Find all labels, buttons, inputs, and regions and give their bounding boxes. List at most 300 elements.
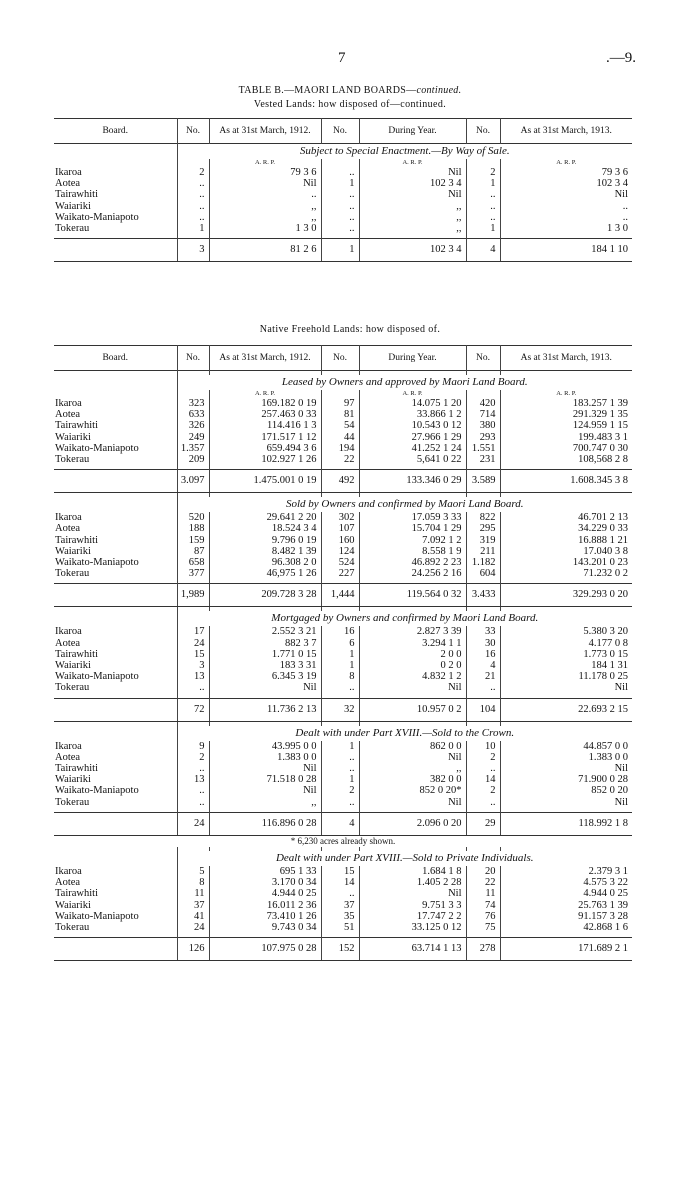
total-cell: 1.608.345 3 8 <box>500 470 632 493</box>
table-cell: 159 <box>177 535 209 546</box>
board-name <box>54 911 177 922</box>
unit-label <box>321 390 359 398</box>
vested-subtitle: Vested Lands: how disposed of—continued. <box>253 99 447 110</box>
table-cell: 16 <box>321 626 359 637</box>
column-header: During Year. <box>359 119 466 144</box>
table-cell: Nil <box>359 682 466 693</box>
table-cell: Nil <box>359 189 466 200</box>
total-row <box>54 698 632 721</box>
table-row <box>54 741 632 752</box>
table-cell: .. <box>500 201 632 212</box>
table-cell: Nil <box>500 763 632 774</box>
board-name-text: Waikato-Maniapoto <box>55 671 139 683</box>
table-cell: ,, <box>209 212 321 223</box>
table-cell: 1 <box>321 741 359 752</box>
board-name-text: Aotea <box>55 409 81 421</box>
table-cell: 1 <box>321 660 359 671</box>
table-cell: Nil <box>359 167 466 178</box>
board-name-text: Tairawhiti <box>55 534 98 546</box>
table-cell: 291.329 1 35 <box>500 409 632 420</box>
unit-label: A. R. P. <box>359 159 466 167</box>
table-row <box>54 785 632 796</box>
board-name-text: Tairawhiti <box>55 189 98 201</box>
table-cell: 11 <box>466 888 500 899</box>
board-name <box>54 398 177 409</box>
column-header: Board. <box>102 126 129 136</box>
table-row <box>54 512 632 523</box>
table-cell: 73.410 1 26 <box>209 911 321 922</box>
table-row <box>54 420 632 431</box>
board-name-text: Waikato-Maniapoto <box>55 442 139 454</box>
column-header-row <box>54 119 632 144</box>
table-cell: .. <box>177 189 209 200</box>
table-cell: 46.701 2 13 <box>500 512 632 523</box>
total-cell: 329.293 0 20 <box>500 584 632 607</box>
table-row <box>54 763 632 774</box>
column-header: No. <box>321 346 359 371</box>
board-name <box>54 649 177 660</box>
table-cell: Nil <box>500 189 632 200</box>
table-cell: .. <box>466 212 500 223</box>
board-name <box>54 189 177 200</box>
table-row <box>54 752 632 763</box>
table-cell: 194 <box>321 443 359 454</box>
board-name-text: Aotea <box>55 178 81 190</box>
table-cell: .. <box>321 189 359 200</box>
section-spacer <box>54 375 177 390</box>
table-cell: .. <box>321 752 359 763</box>
total-cell <box>54 812 177 835</box>
total-cell: 32 <box>321 698 359 721</box>
page-number: 7 <box>338 50 346 66</box>
section-title: Mortgaged by Owners and confirmed by Maori Land Board. <box>177 611 632 626</box>
table-cell: 8 <box>321 671 359 682</box>
total-cell: 4 <box>321 812 359 835</box>
table-cell: 1 <box>321 774 359 785</box>
board-name <box>54 797 177 808</box>
board-name <box>54 420 177 431</box>
table-cell: 658 <box>177 557 209 568</box>
section-title: Dealt with under Part XVIII.—Sold to the Crown. <box>177 726 632 741</box>
total-row <box>54 938 632 961</box>
table-cell: 143.201 0 23 <box>500 557 632 568</box>
table-cell: 3.170 0 34 <box>209 877 321 888</box>
table-cell: 24 <box>177 922 209 933</box>
table-cell: 1 3 0 <box>500 223 632 234</box>
table-cell: 1 <box>321 178 359 189</box>
board-name-text: Tairawhiti <box>55 420 98 432</box>
table-cell: 18.524 3 4 <box>209 523 321 534</box>
table-cell: .. <box>177 763 209 774</box>
section-heading-row <box>54 611 632 626</box>
total-cell: 104 <box>466 698 500 721</box>
table-row <box>54 546 632 557</box>
table-cell: 1 <box>177 223 209 234</box>
table-cell: .. <box>466 763 500 774</box>
table-cell: 326 <box>177 420 209 431</box>
table-cell: 108,568 2 8 <box>500 454 632 465</box>
table-cell: 9.743 0 34 <box>209 922 321 933</box>
table-row <box>54 523 632 534</box>
board-name <box>54 671 177 682</box>
table-cell: 22 <box>466 877 500 888</box>
table-cell: .. <box>177 212 209 223</box>
table-cell: 34.229 0 33 <box>500 523 632 534</box>
table-cell: 209 <box>177 454 209 465</box>
table-cell: 2.552 3 21 <box>209 626 321 637</box>
table-row <box>54 866 632 877</box>
table-cell: 852 0 20 <box>500 785 632 796</box>
board-name <box>54 557 177 568</box>
total-cell: 107.975 0 28 <box>209 938 321 961</box>
total-cell: 4 <box>466 239 500 262</box>
table-cell: 4 <box>466 660 500 671</box>
table-cell: ,, <box>359 212 466 223</box>
board-name-text: Ikaroa <box>55 398 82 409</box>
table-cell: 1.551 <box>466 443 500 454</box>
table-cell: 13 <box>177 671 209 682</box>
total-cell: 133.346 0 29 <box>359 470 466 493</box>
board-name-text: Aotea <box>55 877 81 889</box>
section-spacer <box>54 726 177 741</box>
table-cell: .. <box>500 212 632 223</box>
table-cell: 257.463 0 33 <box>209 409 321 420</box>
board-name-text: Ikaroa <box>55 167 82 178</box>
table-cell: 3 <box>177 660 209 671</box>
table-cell: Nil <box>359 752 466 763</box>
table-cell: 15 <box>177 649 209 660</box>
table-title-prefix: TABLE B.—MAORI LAND BOARDS— <box>238 85 417 96</box>
board-name <box>54 785 177 796</box>
table-row <box>54 900 632 911</box>
table-row <box>54 167 632 178</box>
board-name <box>54 752 177 763</box>
table-cell: 2 <box>177 167 209 178</box>
table-cell: 29.641 2 20 <box>209 512 321 523</box>
table-cell: 2.827 3 39 <box>359 626 466 637</box>
table-cell: 6.345 3 19 <box>209 671 321 682</box>
table-cell: 293 <box>466 432 500 443</box>
board-name <box>54 523 177 534</box>
table-cell: .. <box>177 785 209 796</box>
table-cell: 74 <box>466 900 500 911</box>
column-header: As at 31st March, 1912. <box>209 346 321 371</box>
table-cell: 17.747 2 2 <box>359 911 466 922</box>
total-cell: 126 <box>177 938 209 961</box>
board-name-text: Waiariki <box>55 431 91 443</box>
table-cell: Nil <box>359 797 466 808</box>
table-cell: 323 <box>177 398 209 409</box>
table-cell: .. <box>177 682 209 693</box>
table-cell: 2 <box>177 752 209 763</box>
total-cell: 3.433 <box>466 584 500 607</box>
table-cell: 183.257 1 39 <box>500 398 632 409</box>
freehold-lands-table <box>54 345 632 961</box>
table-cell: Nil <box>209 763 321 774</box>
table-cell: 42.868 1 6 <box>500 922 632 933</box>
table-row <box>54 443 632 454</box>
board-name-text: Tokerau <box>55 454 90 466</box>
table-cell: 520 <box>177 512 209 523</box>
table-cell: 11.178 0 25 <box>500 671 632 682</box>
column-header: As at 31st March, 1913. <box>500 346 632 371</box>
table-title <box>0 85 700 96</box>
board-name <box>54 512 177 523</box>
section-heading-row <box>54 851 632 866</box>
board-name <box>54 626 177 637</box>
board-name <box>54 443 177 454</box>
table-cell: 102 3 4 <box>500 178 632 189</box>
table-row <box>54 201 632 212</box>
table-cell: 41 <box>177 911 209 922</box>
unit-label <box>321 159 359 167</box>
board-name-text: Waikato-Maniapoto <box>55 785 139 797</box>
table-cell: 1 <box>321 649 359 660</box>
unit-label <box>466 390 500 398</box>
board-name-text: Waiariki <box>55 200 91 212</box>
freehold-subtitle: Native Freehold Lands: how disposed of. <box>259 324 441 335</box>
table-cell: 102 3 4 <box>359 178 466 189</box>
table-cell: 24 <box>177 638 209 649</box>
total-cell: 152 <box>321 938 359 961</box>
table-cell: 882 3 7 <box>209 638 321 649</box>
column-header: During Year. <box>359 346 466 371</box>
table-cell: .. <box>466 189 500 200</box>
table-row <box>54 432 632 443</box>
total-cell <box>54 239 177 262</box>
table-cell: .. <box>321 223 359 234</box>
table-cell: 20 <box>466 866 500 877</box>
board-name-text: Tokerau <box>55 922 90 934</box>
table-row <box>54 626 632 637</box>
table-cell: 4.177 0 8 <box>500 638 632 649</box>
table-cell: .. <box>466 201 500 212</box>
table-cell: 41.252 1 24 <box>359 443 466 454</box>
table-row <box>54 774 632 785</box>
table-cell: 183 3 31 <box>209 660 321 671</box>
page-header <box>0 50 700 72</box>
board-name-text: Waikato-Maniapoto <box>55 211 139 223</box>
total-cell: 1 <box>321 239 359 262</box>
table-cell: 124 <box>321 546 359 557</box>
table-cell: 46,975 1 26 <box>209 568 321 579</box>
table-cell: 1.182 <box>466 557 500 568</box>
board-name-text: Tairawhiti <box>55 763 98 775</box>
board-name <box>54 774 177 785</box>
board-name-text: Waikato-Maniapoto <box>55 557 139 569</box>
unit-label: A. R. P. <box>209 390 321 398</box>
table-cell: 1.773 0 15 <box>500 649 632 660</box>
board-name <box>54 212 177 223</box>
board-name-text: Tokerau <box>55 223 90 235</box>
board-name-text: Waikato-Maniapoto <box>55 910 139 922</box>
table-cell: 0 2 0 <box>359 660 466 671</box>
total-cell: 118.992 1 8 <box>500 812 632 835</box>
board-name-text: Aotea <box>55 751 81 763</box>
units-row <box>54 159 632 167</box>
table-cell: 5.380 3 20 <box>500 626 632 637</box>
table-row <box>54 682 632 693</box>
total-cell: 24 <box>177 812 209 835</box>
board-name <box>54 409 177 420</box>
section-title: Leased by Owners and approved by Maori Land Board. <box>177 375 632 390</box>
section-spacer <box>54 497 177 512</box>
table-cell: 382 0 0 <box>359 774 466 785</box>
table-cell: 14.075 1 20 <box>359 398 466 409</box>
vested-lands-table <box>54 118 632 262</box>
table-cell: 91.157 3 28 <box>500 911 632 922</box>
table-cell: .. <box>466 797 500 808</box>
table-cell: .. <box>321 682 359 693</box>
table-row <box>54 178 632 189</box>
total-cell: 3.589 <box>466 470 500 493</box>
unit-label: A. R. P. <box>500 159 632 167</box>
total-cell: 492 <box>321 470 359 493</box>
table-cell: 37 <box>177 900 209 911</box>
table-cell: 5 <box>177 866 209 877</box>
board-name-text: Aotea <box>55 637 81 649</box>
table-cell: 44.857 0 0 <box>500 741 632 752</box>
table-row <box>54 189 632 200</box>
table-cell: 1 <box>466 178 500 189</box>
table-cell: .. <box>321 212 359 223</box>
table-cell: 7.092 1 2 <box>359 535 466 546</box>
table-cell: 1 <box>466 223 500 234</box>
table-cell: 8.482 1 39 <box>209 546 321 557</box>
board-name-text: Waiariki <box>55 660 91 672</box>
board-name <box>54 900 177 911</box>
table-cell: 71.518 0 28 <box>209 774 321 785</box>
table-cell: 44 <box>321 432 359 443</box>
table-row <box>54 638 632 649</box>
table-cell: 380 <box>466 420 500 431</box>
table-cell: 22 <box>321 454 359 465</box>
table-cell: .. <box>321 201 359 212</box>
board-name-text: Aotea <box>55 523 81 535</box>
table-cell: 2 <box>466 785 500 796</box>
table-row <box>54 671 632 682</box>
board-name-text: Tairawhiti <box>55 888 98 900</box>
table-cell: 37 <box>321 900 359 911</box>
table-cell: Nil <box>209 178 321 189</box>
total-cell: 63.714 1 13 <box>359 938 466 961</box>
table-cell: 15 <box>321 866 359 877</box>
total-cell: 102 3 4 <box>359 239 466 262</box>
table-cell: ,, <box>209 797 321 808</box>
table-cell: 1.383 0 0 <box>209 752 321 763</box>
section-heading-row <box>54 144 632 160</box>
table-cell: 16.011 2 36 <box>209 900 321 911</box>
total-cell <box>54 470 177 493</box>
table-cell: 79 3 6 <box>209 167 321 178</box>
table-cell: 319 <box>466 535 500 546</box>
table-cell: 700.747 0 30 <box>500 443 632 454</box>
table-cell: 14 <box>466 774 500 785</box>
total-row <box>54 812 632 835</box>
table-cell: 659.494 3 6 <box>209 443 321 454</box>
units-row <box>54 390 632 398</box>
board-name-text: Waiariki <box>55 545 91 557</box>
table-cell: .. <box>209 189 321 200</box>
table-cell: 169.182 0 19 <box>209 398 321 409</box>
table-title-suffix: continued. <box>416 85 462 96</box>
table-cell: 420 <box>466 398 500 409</box>
total-cell: 278 <box>466 938 500 961</box>
table-cell: 81 <box>321 409 359 420</box>
section-heading-row <box>54 726 632 741</box>
table-cell: 9.796 0 19 <box>209 535 321 546</box>
total-row <box>54 584 632 607</box>
table-cell: 17.040 3 8 <box>500 546 632 557</box>
column-header-row <box>54 346 632 371</box>
total-cell: 81 2 6 <box>209 239 321 262</box>
table-row <box>54 535 632 546</box>
table-cell: .. <box>177 797 209 808</box>
table-row <box>54 797 632 808</box>
board-name <box>54 741 177 752</box>
table-cell: Nil <box>500 682 632 693</box>
table-cell: Nil <box>209 785 321 796</box>
table-cell: .. <box>466 682 500 693</box>
table-cell: 231 <box>466 454 500 465</box>
table-cell: 33.125 0 12 <box>359 922 466 933</box>
total-cell: 11.736 2 13 <box>209 698 321 721</box>
table-cell: 71.900 0 28 <box>500 774 632 785</box>
total-cell: 22.693 2 15 <box>500 698 632 721</box>
table-cell: 24.256 2 16 <box>359 568 466 579</box>
board-name <box>54 763 177 774</box>
board-name-text: Tokerau <box>55 796 90 808</box>
unit-label <box>466 159 500 167</box>
table-row <box>54 922 632 933</box>
column-header: No. <box>466 346 500 371</box>
table-cell: 79 3 6 <box>500 167 632 178</box>
table-cell: 714 <box>466 409 500 420</box>
table-cell: 862 0 0 <box>359 741 466 752</box>
total-cell <box>54 584 177 607</box>
table-cell: 227 <box>321 568 359 579</box>
table-cell: 4.944 0 25 <box>209 888 321 899</box>
total-row <box>54 239 632 262</box>
column-header: No. <box>466 119 500 144</box>
footnote-row <box>54 835 632 847</box>
board-name-text: Tokerau <box>55 568 90 580</box>
table-cell: 9 <box>177 741 209 752</box>
table-row <box>54 911 632 922</box>
table-row <box>54 212 632 223</box>
board-name <box>54 568 177 579</box>
table-cell: 14 <box>321 877 359 888</box>
column-header: As at 31st March, 1913. <box>500 119 632 144</box>
section-title: Subject to Special Enactment.—By Way of Sale. <box>177 144 632 160</box>
table-cell: 15.704 1 29 <box>359 523 466 534</box>
total-cell: 1,989 <box>177 584 209 607</box>
table-cell: 5,641 0 22 <box>359 454 466 465</box>
table-cell: 1.357 <box>177 443 209 454</box>
board-name-text: Ikaroa <box>55 740 82 752</box>
table-cell: 13 <box>177 774 209 785</box>
table-row <box>54 398 632 409</box>
table-cell: 1.684 1 8 <box>359 866 466 877</box>
table-cell: 1.383 0 0 <box>500 752 632 763</box>
page-reference: .—9. <box>606 50 636 66</box>
table-cell: 96.308 2 0 <box>209 557 321 568</box>
table-cell: 4.832 1 2 <box>359 671 466 682</box>
table-row <box>54 454 632 465</box>
column-header: Board. <box>102 353 129 363</box>
table-cell: 6 <box>321 638 359 649</box>
table-cell: 695 1 33 <box>209 866 321 877</box>
